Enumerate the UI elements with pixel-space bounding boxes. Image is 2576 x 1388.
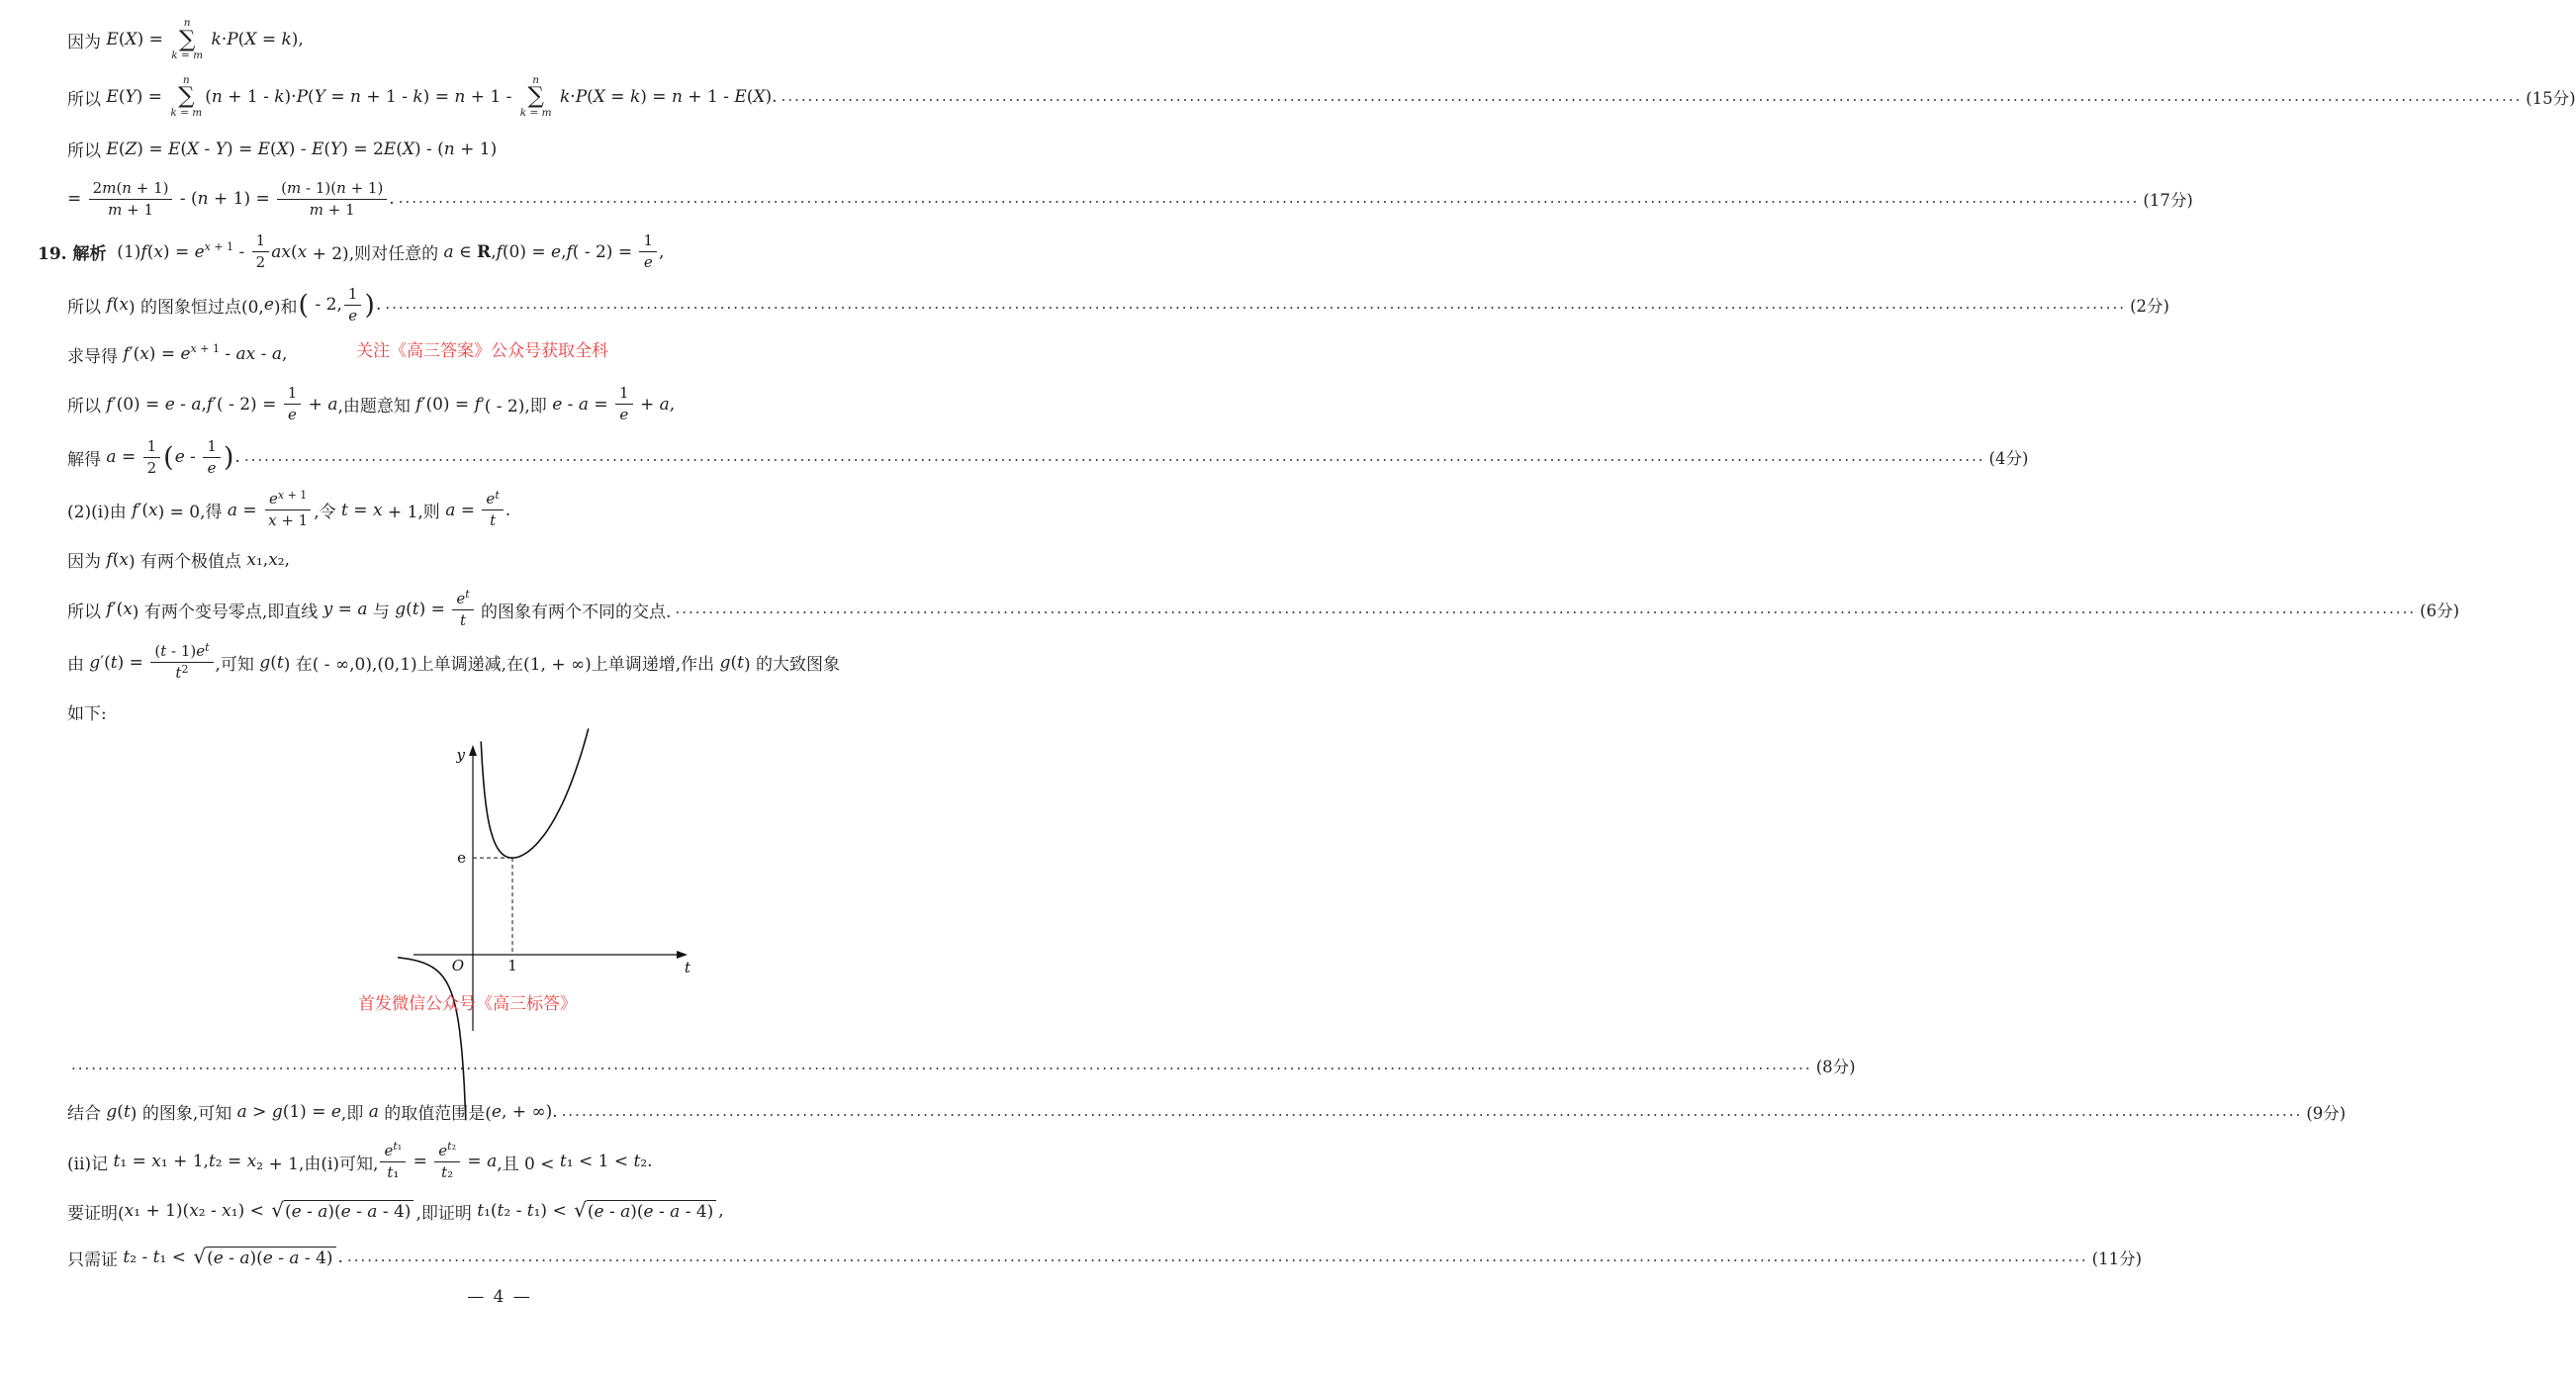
t-axis-arrow <box>677 951 688 959</box>
score-badge: (8分) <box>1815 1057 1856 1076</box>
math-line: 所以 E ( Z ) = E ( X - Y ) = E ( X ) - E ( Y ) = 2 E ( X ) - ( n + 1) <box>67 139 498 162</box>
score-badge: (17分) <box>2143 191 2193 211</box>
math-line <box>67 1049 1856 1082</box>
math-line: 要证明( x ₁ + 1)( x ₂ - x ₁) < √ (e - a)(e - a - 4) ,即证明 t ₁( t ₂ - t ₁) < √ (e - a)(e - a - 4) , <box>67 1198 724 1224</box>
summation-symbol: n ∑ k = m <box>171 17 204 62</box>
e-tick-label: e <box>457 849 466 868</box>
math-line: 如下: <box>67 704 107 725</box>
sqrt-expression: √ (e - a)(e - a - 4) <box>574 1200 716 1222</box>
sqrt-expression: √ (e - a)(e - a - 4) <box>193 1247 335 1268</box>
dotted-leader: ···································································································································································································································································· <box>243 451 1985 470</box>
score-badge: (15分) <box>2526 89 2576 109</box>
solution-text-upper <box>38 17 2576 729</box>
watermark-graph: 首发微信公众号《高三标答》 <box>358 994 577 1014</box>
math-line: 所以 f ′( x ) 有两个变号零点,即直线 y = a 与 g ( t ) = $\frac{e^t}{t}$ 的图象有两个不同的交点. ···································································································································································································································································· (6分) <box>67 588 2460 629</box>
sqrt-expression: √ (e - a)(e - a - 4) <box>271 1200 414 1222</box>
math-line: 求导得 f ′( x ) = e x + 1 - ax - a , <box>67 342 288 367</box>
solution-text-lower <box>67 1049 2346 1275</box>
one-tick-label: 1 <box>507 956 517 974</box>
score-badge: (4分) <box>1988 449 2029 469</box>
math-line: 所以 f ′(0) = e - a , f ′( - 2) = $\frac{1}{e}$ + a ,由题意知 f ′(0) = f ′( - 2),即 e - a = $\frac{1}{e}$ + a , <box>67 384 676 424</box>
math-line: 因为 f ( x ) 有两个极值点 x ₁, x ₂, <box>67 549 291 573</box>
y-axis-label: y <box>456 745 465 764</box>
dotted-leader: ···································································································································································································································································· <box>561 1105 2303 1124</box>
math-line: (2)(ⅰ)由 f ′( x ) = 0,得 a = $\frac{e^{x + 1}}{x + 1}$ ,令 t = x + 1,则 a = $\frac{e^t}{t}$ . <box>67 488 511 530</box>
score-badge: (2分) <box>2130 297 2169 317</box>
math-line: (ⅱ)记 t ₁ = x ₁ + 1, t ₂ = x ₂ + 1,由(ⅰ)可知, $\frac{e^{t_1}}{\text{t₁}}$ = $\frac{e^{t_2}}{\text{t₂}}$ = a ,且 0 < t ₁ < 1 < t ₂. <box>67 1140 653 1181</box>
summation-symbol: n ∑ k = m <box>170 73 203 120</box>
math-line: 解得 a = $\frac{1}{2}$ ( e - $\frac{1}{e}$ ) . ···································································································································································································································································· (4分) <box>67 436 2029 477</box>
math-line: 由 g ′( t ) = $\frac{(t - 1)e^t}{t^2}$ ,可知 g ( t ) 在( - ∞,0),(0,1)上单调递减,在(1, + ∞)上单调递增,作出 g ( t ) 的大致图象 <box>67 640 840 683</box>
math-line: 19. 解析 (1) f ( x ) = e x + 1 - $\frac{1}{2}$ ax ( x + 2),则对任意的 a ∈ R , f (0) = e , f ( - 2) = $\frac{1}{e}$ , <box>38 231 665 272</box>
curve-right-branch <box>481 728 589 858</box>
summation-symbol: n ∑ k = m <box>519 73 552 120</box>
dotted-leader: ···································································································································································································································································· <box>781 91 2523 110</box>
math-line: 结合 g ( t ) 的图象,可知 a > g (1) = e ,即 a 的取值范围是( e , + ∞). ···································································································································································································································································· (9分) <box>67 1101 2346 1125</box>
dotted-leader: ···································································································································································································································································· <box>346 1251 2088 1270</box>
score-badge: (9分) <box>2306 1103 2346 1123</box>
dotted-leader: ···································································································································································································································································· <box>675 603 2417 622</box>
origin-label: O <box>451 956 464 974</box>
watermark-top: 关注《高三答案》公众号获取全科 <box>356 341 608 361</box>
t-axis-label: t <box>685 958 691 976</box>
score-badge: (11分) <box>2091 1249 2143 1269</box>
dotted-leader: ···································································································································································································································································· <box>398 193 2140 212</box>
math-line: 只需证 t ₂ - t ₁ < √ (e - a)(e - a - 4) . ···································································································································································································································································· (11分) <box>67 1245 2143 1270</box>
score-badge: (6分) <box>2420 601 2460 621</box>
math-line: 所以 E ( Y ) = n ∑ k = m ( n + 1 - k )· P ( Y = n + 1 - k ) = n + 1 - n ∑ k = m k · P ( X = k ) = n + 1 - E ( X ). ···································································································································································································································································· (15分) <box>67 73 2576 120</box>
math-line: = $\frac{2m(n + 1)}{m + 1}$ - ( n + 1) = $\frac{(m - 1)(n + 1)}{m + 1}$ . ···································································································································································································································································· (17分) <box>67 178 2193 219</box>
dotted-leader: ···································································································································································································································································· <box>71 1059 1812 1077</box>
math-line: 因为 E ( X ) = n ∑ k = m k · P ( X = k ), <box>67 17 304 62</box>
dotted-leader: ···································································································································································································································································· <box>385 299 2127 318</box>
page-number: — 4 — <box>467 1287 532 1308</box>
math-line: 所以 f ( x ) 的图象恒过点(0, e )和 ( - 2, $\frac{1}{e}$ ) . ···································································································································································································································································· (2分) <box>67 284 2169 324</box>
y-axis-arrow <box>469 745 477 756</box>
